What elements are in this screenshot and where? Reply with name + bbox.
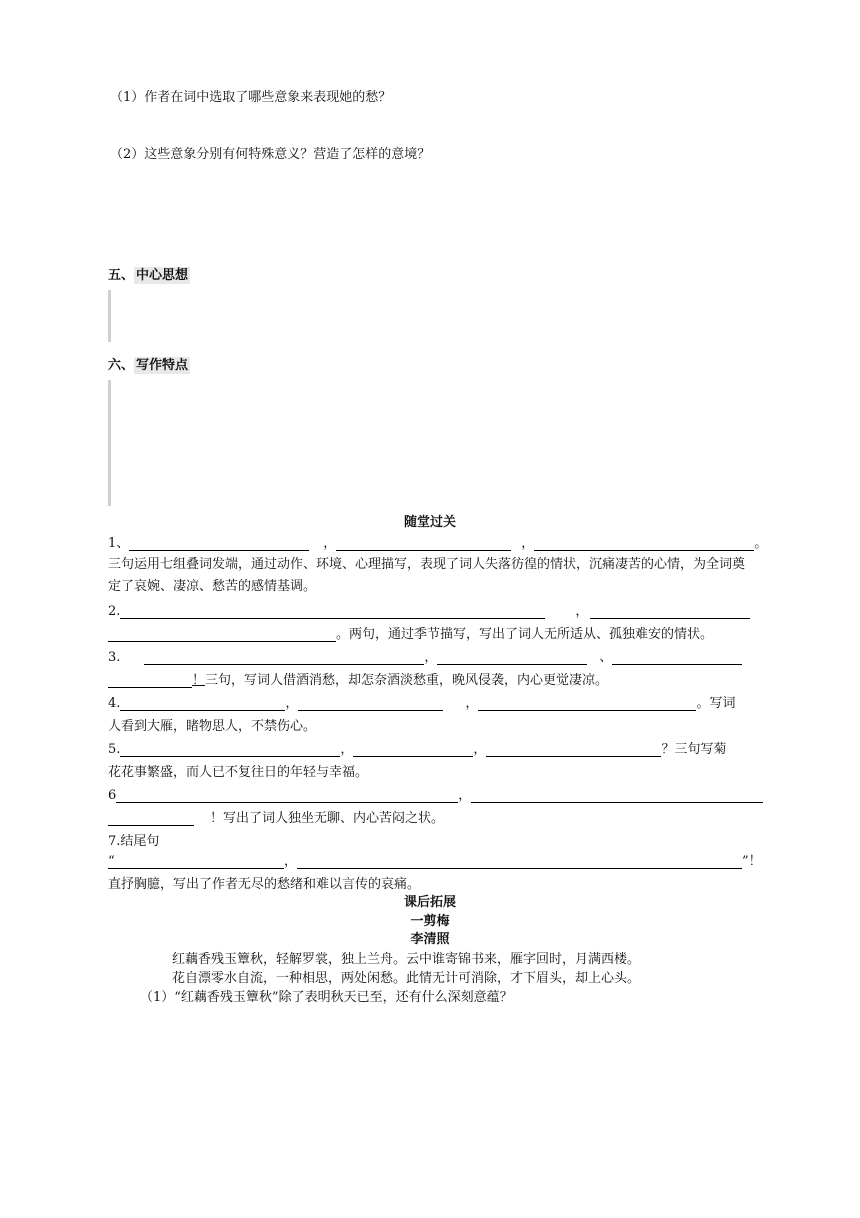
answer-area-6 — [108, 380, 111, 506]
quiz-item-7-text: 直抒胸臆，写出了作者无尽的愁绪和难以言传的哀痛。 — [108, 877, 421, 892]
extension-question-1: （1）“红藕香残玉簟秋”除了表明秋天已至，还有什么深刻意蕴？ — [140, 990, 513, 1005]
fill-blank[interactable] — [144, 650, 424, 665]
quiz-item-3-blanks-a: 3. ， 、 — [108, 646, 754, 664]
fill-blank[interactable] — [120, 604, 545, 619]
poem-author: 李清照 — [410, 932, 450, 947]
fill-blank[interactable] — [108, 673, 192, 688]
fill-blank[interactable] — [120, 696, 285, 711]
quiz-item-5-blanks: 5. ， ， ？三句写菊 — [108, 742, 727, 757]
fill-blank[interactable] — [534, 536, 754, 551]
section-5-title: 中心思想 — [136, 268, 189, 283]
extension-title: 课后拓展 — [403, 895, 456, 910]
quiz-item-2-blanks-b: 。两句，通过季节描写，写出了词人无所适从、孤独难安的情状。 — [108, 623, 754, 641]
quiz-item-3-blanks-b: ！三句，写词人借酒消愁，却怎奈酒淡愁重，晚风侵袭，内心更觉凄凉。 — [108, 669, 754, 687]
fill-blank[interactable] — [108, 627, 336, 642]
fill-blank[interactable] — [298, 696, 443, 711]
quiz-item-5-text: 花花事繁盛，而人已不复往日的年轻与幸福。 — [108, 765, 369, 780]
quiz-item-1-text: 三句运用七组叠词发端，通过动作、环境、心理描写，表现了词人失落彷徨的情状，沉痛凄苦的心情，为全词奠定了哀婉、凄凉、愁苦的感情基调。 — [108, 557, 746, 594]
poem-line-1: 红藕香残玉簟秋，轻解罗裳，独上兰舟。云中谁寄锦书来，雁字回时，月满西楼。 — [172, 952, 641, 967]
question-2: （2）这些意象分别有何特殊意义？营造了怎样的意境？ — [110, 147, 431, 162]
fill-blank[interactable] — [353, 742, 473, 757]
fill-blank[interactable] — [297, 854, 742, 869]
fill-blank[interactable] — [478, 696, 696, 711]
question-1: （1）作者在词中选取了哪些意象来表现她的愁？ — [110, 90, 392, 105]
quiz-item-4-blanks: 4. ， ， 。写词 — [108, 696, 736, 711]
poem-line-2: 花自漂零水自流，一种相思，两处闲愁。此情无计可消除，才下眉头，却上心头。 — [172, 971, 641, 986]
quiz-item-4-text: 人看到大雁，睹物思人，不禁伤心。 — [108, 719, 317, 734]
section-5-heading — [108, 264, 190, 283]
quiz-item-6-blanks-b: ！写出了词人独坐无聊、内心苦闷之状。 — [108, 807, 754, 825]
section-6-heading — [108, 354, 190, 373]
quiz-title: 随堂过关 — [403, 515, 456, 530]
fill-blank[interactable] — [590, 604, 750, 619]
fill-blank[interactable] — [108, 811, 194, 826]
fill-blank[interactable] — [612, 650, 742, 665]
quiz-item-7-label: 7.结尾句 — [108, 834, 160, 849]
answer-area-5 — [108, 290, 111, 342]
section-6-title: 写作特点 — [136, 358, 189, 373]
quiz-item-1-blanks: 1、 ， ， 。 — [108, 536, 768, 551]
fill-blank[interactable] — [486, 742, 661, 757]
quiz-item-2-blanks-a: 2. ， — [108, 600, 754, 618]
quiz-item-6-blanks-a: 6 ， — [108, 784, 754, 802]
section-6-number: 六、 — [108, 358, 135, 373]
fill-blank[interactable] — [129, 536, 309, 551]
fill-blank[interactable] — [437, 650, 587, 665]
fill-blank[interactable] — [471, 788, 763, 803]
poem-title: 一剪梅 — [410, 914, 450, 929]
fill-blank[interactable]: “ — [108, 854, 284, 869]
fill-blank[interactable] — [336, 536, 511, 551]
fill-blank[interactable] — [116, 788, 458, 803]
quiz-item-7-blanks: “ ， ”！ — [108, 854, 762, 869]
fill-blank[interactable] — [120, 742, 340, 757]
section-5-number: 五、 — [108, 268, 135, 283]
